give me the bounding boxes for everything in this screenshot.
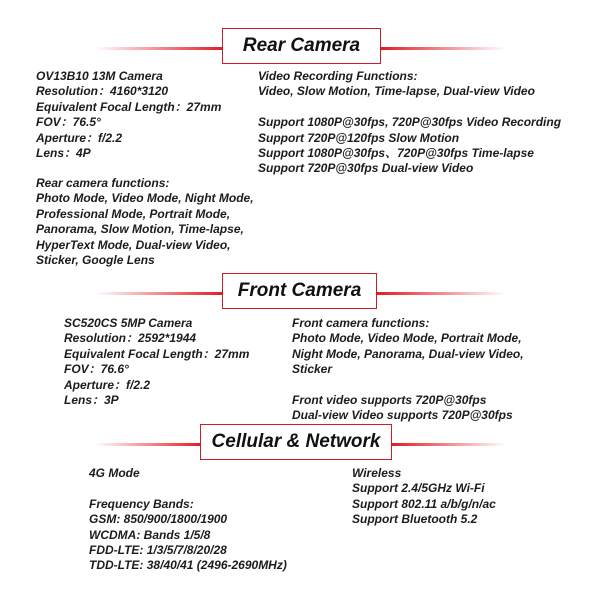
spec-line: OV13B10 13M Camera	[36, 69, 163, 83]
video-support-line: Support 1080P@30fps, 720P@30fps Video Recording	[258, 115, 562, 130]
band-line: WCDMA: Bands 1/5/8	[89, 527, 211, 542]
rear-camera-specs	[36, 69, 221, 161]
video-support-line: Support 720P@120fps Slow Motion	[258, 130, 460, 145]
band-line: FDD-LTE: 1/3/5/7/8/20/28	[89, 543, 227, 558]
function-line: Photo Mode, Video Mode, Night Mode,	[36, 191, 254, 206]
video-modes: Video, Slow Motion, Time-lapse, Dual-view Video	[258, 84, 535, 99]
spec-line: Lens：3P	[64, 393, 119, 408]
function-line: Panorama, Slow Motion, Time-lapse,	[36, 222, 244, 237]
function-line: Night Mode, Panorama, Dual-view Video,	[292, 346, 524, 361]
header-flare-left	[95, 443, 201, 446]
video-support-line: Support 1080P@30fps、720P@30fps Time-lapse	[258, 146, 534, 161]
wireless-line: Support 802.11 a/b/g/n/ac	[352, 496, 496, 511]
band-line: GSM: 850/900/1800/1900	[89, 512, 228, 527]
spec-line: Resolution：2592*1944	[64, 331, 197, 346]
spec-line: FOV：76.6°	[64, 362, 129, 377]
front-camera-specs	[64, 316, 249, 408]
network-header	[0, 424, 600, 464]
rear-video-recording	[258, 69, 561, 177]
video-support-line: Front video supports 720P@30fps	[292, 393, 487, 408]
video-support-line: Dual-view Video supports 720P@30fps	[292, 408, 513, 423]
header-flare-right	[377, 292, 506, 295]
spec-line: Aperture：f/2.2	[36, 130, 123, 145]
header-flare-right	[392, 443, 506, 446]
network-title: Cellular & Network	[200, 424, 392, 460]
spec-line: Equivalent Focal Length：27mm	[36, 99, 222, 114]
functions-heading: Rear camera functions:	[36, 176, 170, 190]
network-bands	[89, 466, 287, 574]
header-flare-right	[381, 47, 506, 50]
rear-camera-title: Rear Camera	[222, 28, 381, 64]
wireless-line: Support Bluetooth 5.2	[352, 512, 478, 527]
wireless-line: Support 2.4/5GHz Wi-Fi	[352, 481, 485, 496]
spec-line: SC520CS 5MP Camera	[64, 316, 193, 330]
function-line: Professional Mode, Portrait Mode,	[36, 206, 231, 221]
header-flare-left	[95, 292, 223, 295]
spec-line: Aperture：f/2.2	[64, 377, 151, 392]
functions-heading: Front camera functions:	[292, 316, 430, 330]
video-support-line: Support 720P@30fps Dual-view Video	[258, 161, 474, 176]
band-line: TDD-LTE: 38/40/41 (2496-2690MHz)	[89, 558, 287, 573]
network-wireless	[352, 466, 496, 528]
spec-line: FOV：76.5°	[36, 115, 101, 130]
video-heading: Video Recording Functions:	[258, 69, 418, 83]
spec-line: Equivalent Focal Length：27mm	[64, 346, 250, 361]
wireless-heading: Wireless	[352, 466, 402, 480]
rear-camera-functions	[36, 176, 254, 268]
header-flare-left	[95, 47, 223, 50]
function-line: HyperText Mode, Dual-view Video,	[36, 237, 231, 252]
spec-line: Lens：4P	[36, 146, 91, 161]
network-mode: 4G Mode	[89, 466, 140, 480]
front-camera-functions	[292, 316, 524, 424]
function-line: Photo Mode, Video Mode, Portrait Mode,	[292, 331, 522, 346]
spec-line: Resolution：4160*3120	[36, 84, 169, 99]
front-camera-header	[0, 273, 600, 313]
bands-heading: Frequency Bands:	[89, 496, 194, 511]
front-camera-title: Front Camera	[222, 273, 377, 309]
function-line: Sticker	[292, 362, 333, 377]
rear-camera-header	[0, 28, 600, 68]
function-line: Sticker, Google Lens	[36, 253, 155, 268]
